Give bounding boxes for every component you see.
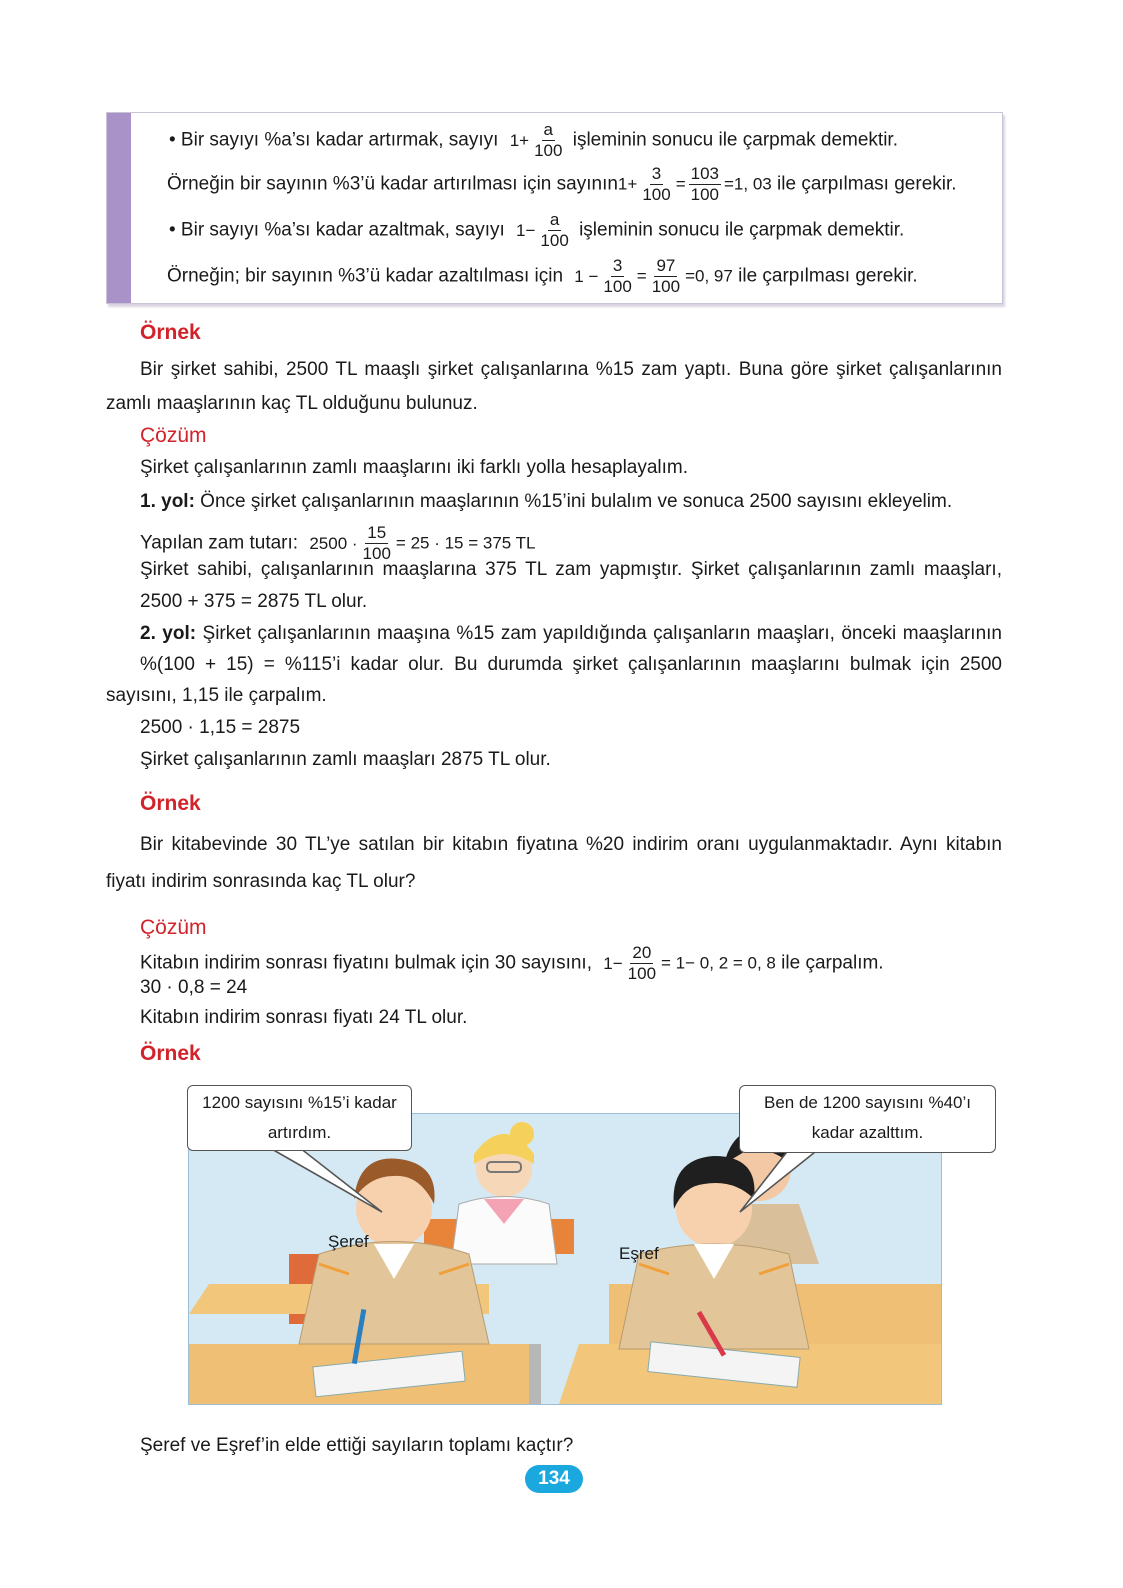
- way-label: 2. yol:: [140, 623, 197, 644]
- info-text: • Bir sayıyı %a’sı kadar azaltmak, sayıyı: [169, 219, 505, 241]
- info-text: işleminin sonucu ile çarpmak demektir.: [572, 129, 898, 151]
- bubble-text: kadar azalttım.: [811, 1123, 924, 1142]
- fraction-denominator: 100: [603, 277, 632, 296]
- example-question: zamlı maaşlarının kaç TL olduğunu bulunuz.: [106, 393, 478, 414]
- solution-heading: Çözüm: [140, 424, 207, 447]
- bubble-text: 1200 sayısını %15’i kadar: [202, 1093, 397, 1112]
- way-label: 1. yol:: [140, 491, 195, 512]
- fraction-denominator: 100: [690, 185, 719, 204]
- example-heading: Örnek: [140, 792, 201, 815]
- solution-text: Şirket çalışanlarının zamlı maaşları 2875 TL olur.: [140, 749, 551, 770]
- info-text: işleminin sonucu ile çarpmak demektir.: [579, 219, 905, 241]
- solution-text: %(100 + 15) = %115’i kadar olur. Bu durumda şirket çalışanlarının maaşlarını bulmak için 2500: [140, 654, 1002, 675]
- math: =: [675, 174, 686, 194]
- math: =1, 03: [724, 174, 772, 194]
- info-text: • Bir sayıyı %a’sı kadar artırmak, sayıyı: [169, 129, 499, 151]
- fraction-numerator: 15: [367, 523, 387, 542]
- speech-bubble-left: [187, 1085, 412, 1151]
- math: 1+: [617, 174, 638, 194]
- info-text: Örneğin bir sayının %3’ü kadar artırılması için sayının: [167, 173, 618, 195]
- fraction-numerator: a: [549, 210, 560, 229]
- fraction-denominator: 100: [651, 277, 681, 296]
- solution-text: 30 · 0,8 = 24: [140, 977, 248, 998]
- math: = 25 · 15 = 375 TL: [395, 533, 536, 553]
- solution-text: Önce şirket çalışanlarının maaşlarının %15’ini bulalım ve sonuca 2500 sayısını ekleyelim.: [194, 491, 953, 512]
- info-text: Örneğin; bir sayının %3’ü kadar azaltılması için: [167, 265, 564, 287]
- bubble-text: artırdım.: [267, 1123, 332, 1142]
- example-heading: Örnek: [140, 321, 201, 344]
- speech-bubble-right: [739, 1085, 996, 1153]
- page-number: 134: [525, 1465, 583, 1493]
- math: 2500 ·: [309, 533, 358, 553]
- fraction-denominator: 100: [362, 544, 391, 563]
- solution-heading: Çözüm: [140, 916, 207, 939]
- solution-text: Şirket çalışanlarının maaşına %15 zam yapıldığında çalışanların maaşları, önceki maaşlarının: [196, 623, 1002, 644]
- example-question: fiyatı indirim sonrasında kaç TL olur?: [106, 871, 416, 892]
- info-text: ile çarpılması gerekir.: [777, 173, 957, 195]
- math: =0, 97: [685, 266, 733, 286]
- name-label-esref: Eşref: [619, 1244, 659, 1263]
- fraction-numerator: a: [543, 120, 553, 139]
- example-question: Şeref ve Eşref’in elde ettiği sayıların toplamı kaçtır?: [140, 1435, 574, 1456]
- example-question: Bir şirket sahibi, 2500 TL maaşlı şirket çalışanlarına %15 zam yaptı. Buna göre şirket çalışanlarının: [140, 359, 1002, 380]
- fraction-denominator: 100: [534, 141, 563, 160]
- fraction-denominator: 100: [642, 185, 671, 204]
- math: 1−: [603, 953, 623, 973]
- fraction-numerator: 3: [612, 256, 623, 275]
- solution-text: Yapılan zam tutarı:: [140, 532, 299, 554]
- solution-text: Kitabın indirim sonrası fiyatını bulmak için 30 sayısını,: [140, 952, 592, 974]
- solution-text: Kitabın indirim sonrası fiyatı 24 TL olur.: [140, 1007, 468, 1028]
- math: = 1− 0, 2 = 0, 8: [661, 953, 776, 973]
- example-question: Bir kitabevinde 30 TL’ye satılan bir kitabın fiyatına %20 indirim oranı uygulanmaktadır. Aynı kitabın: [140, 834, 1002, 855]
- solution-text: 2500 + 375 = 2875 TL olur.: [140, 591, 368, 612]
- info-text: ile çarpılması gerekir.: [738, 265, 918, 287]
- name-label-seref: Şeref: [328, 1232, 369, 1251]
- math: =: [636, 266, 647, 286]
- bubble-text: Ben de 1200 sayısını %40’ı: [764, 1093, 971, 1112]
- fraction-denominator: 100: [540, 231, 569, 250]
- solution-text: 2500 · 1,15 = 2875: [140, 717, 301, 738]
- fraction-numerator: 97: [656, 256, 676, 275]
- math: 1+: [509, 130, 530, 150]
- solution-text: sayısını, 1,15 ile çarpalım.: [106, 685, 327, 706]
- fraction-numerator: 20: [632, 943, 652, 962]
- example-heading: Örnek: [140, 1042, 201, 1065]
- math: 1 −: [574, 266, 599, 286]
- solution-text: Şirket sahibi, çalışanlarının maaşlarına 375 TL zam yapmıştır. Şirket çalışanlarının zamlı maaşları,: [140, 559, 1002, 580]
- fraction-denominator: 100: [627, 964, 657, 983]
- fraction-numerator: 103: [690, 164, 719, 183]
- fraction-numerator: 3: [651, 164, 662, 183]
- solution-text: Şirket çalışanlarının zamlı maaşlarını iki farklı yolla hesaplayalım.: [140, 457, 689, 478]
- math: 1−: [516, 220, 536, 240]
- solution-text: ile çarpalım.: [781, 952, 884, 974]
